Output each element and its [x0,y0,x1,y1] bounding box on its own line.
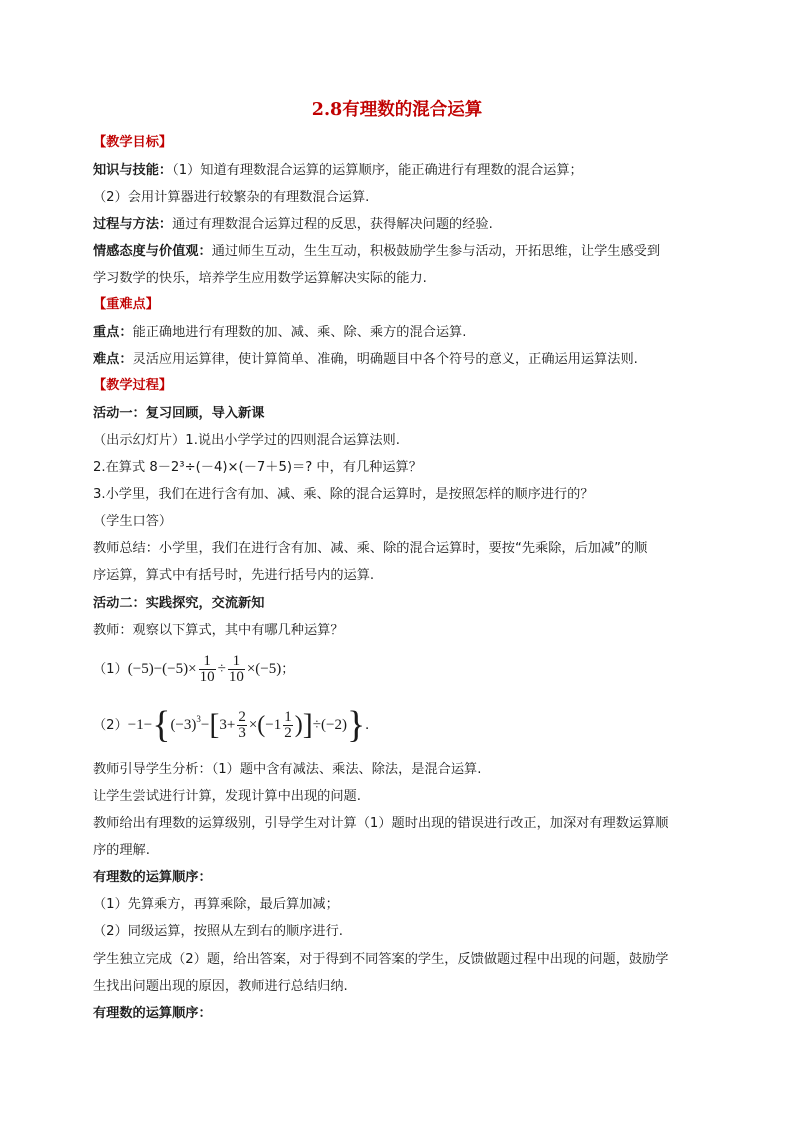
key-focus-text: 能正确地进行有理数的加、减、乘、除、乘方的混合运算. [132,325,467,340]
section-heading-goals: 【教学目标】 [93,135,173,150]
key-difficulty [93,351,638,369]
goal-emotion-text2: 学习数学的快乐，培养学生应用数学运算解决实际的能力. [93,271,427,286]
key-difficulty-label: 难点： [93,352,133,367]
activity2-line2: 教师引导学生分析：（1）题中含有减法、乘法、除法，是混合运算. [93,762,482,777]
equation-2-fraction-1: $\frac{2}{3}$ [238,708,246,741]
paren-open: ( [257,712,266,738]
key-difficulty-text: 灵活应用运算律，使计算简单、准确，明确题目中各个符号的意义，正确运用运算法则. [132,352,638,367]
goal-emotion [93,243,660,261]
equation-1-label: （1） [93,662,128,677]
key-focus [93,324,466,342]
order-rule-1: （1）先算乘方，再算乘除，最后算加减； [93,897,339,912]
equation-1 [93,652,294,687]
page-title: 2.8有理数的混合运算 [311,100,483,120]
equation-1-fraction-1: $\frac{1}{10}$ [199,652,215,685]
activity1-line2: 2.在算式 8－2³÷(－4)×(－7＋5)＝? 中，有几种运算？ [93,460,422,475]
key-focus-label: 重点： [93,325,133,340]
equation-2-part-g: −1 [265,717,282,733]
activity1-line1: （出示幻灯片）1.说出小学学过的四则混合运算法则. [93,433,400,448]
equation-2-part-h: ÷(−2) [312,717,347,733]
goal-process-label: 过程与方法： [93,217,173,232]
order-heading: 有理数的运算顺序： [93,870,212,885]
equation-2-part-d: 3+ [219,717,236,733]
activity1-line4: （学生口答） [93,514,173,529]
order-heading-2: 有理数的运算顺序： [93,1006,212,1021]
goal-emotion-text: 通过师生互动，生生互动，积极鼓励学生参与活动，开拓思维，让学生感受到 [211,244,661,259]
goal-knowledge-text: （1）知道有理数混合运算的运算顺序，能正确进行有理数的混合运算； [172,163,583,178]
equation-2 [93,698,369,753]
equation-1-end: ； [281,662,295,677]
activity1-heading: 活动一：复习回顾，导入新课 [93,406,265,421]
goal-process [93,216,493,234]
activity2-line1: 教师：观察以下算式，其中有哪几种运算？ [93,623,344,638]
goal-emotion-label: 情感态度与价值观： [93,244,212,259]
activity2-line5: 序的理解. [93,843,150,858]
equation-2-part-e: × [248,717,258,733]
brace-open: { [152,704,171,746]
brace-close: } [346,704,366,746]
equation-1-part-a: (−5)−(−5)× [127,661,197,677]
equation-2-part-c: − [200,717,210,733]
order-rule-2: （2）同级运算，按照从左到右的顺序进行. [93,924,343,939]
paren-close: ) [294,712,303,738]
section-heading-process: 【教学过程】 [93,378,173,393]
goal-knowledge-label: 知识与技能： [93,163,173,178]
activity2-line7: 生找出问题出现的原因，教师进行总结归纳. [93,979,348,994]
activity2-line6: 学生独立完成（2）题，给出答案，对于得到不同答案的学生，反馈做题过程中出现的问题，鼓励学 [93,952,669,967]
equation-2-part-b: (−3) [170,717,197,733]
activity2-heading: 活动二：实践探究，交流新知 [93,596,265,611]
goal-process-text: 通过有理数混合运算过程的反思，获得解决问题的经验. [172,217,493,232]
equation-2-fraction-2: $\frac{1}{2}$ [284,708,292,741]
equation-2-part-a: −1− [127,717,153,733]
equation-2-exponent: 3 [196,714,201,724]
goal-knowledge-text2: （2）会用计算器进行较繁杂的有理数混合运算. [93,190,370,205]
activity1-line3: 3.小学里，我们在进行含有加、减、乘、除的混合运算时，是按照怎样的顺序进行的？ [93,487,594,502]
section-heading-key: 【重难点】 [93,297,159,312]
equation-2-label: （2） [93,718,128,733]
activity1-line5: 教师总结：小学里，我们在进行含有加、减、乘、除的混合运算时，要按“先乘除，后加减”的顺 [93,541,648,556]
activity2-line3: 让学生尝试进行计算，发现计算中出现的问题. [93,789,361,804]
equation-1-part-b: ×(−5) [246,661,282,677]
equation-1-fraction-2: $\frac{1}{10}$ [228,652,244,685]
activity2-line4: 教师给出有理数的运算级别，引导学生对计算（1）题时出现的错误进行改正，加深对有理数运算顺 [93,816,669,831]
activity1-line6: 序运算，算式中有括号时，先进行括号内的运算. [93,568,375,583]
bracket-close: ] [302,708,313,741]
bracket-open: [ [209,708,220,741]
goal-knowledge [93,162,583,180]
equation-1-divide: ÷ [217,661,226,677]
equation-2-end: . [365,717,369,733]
